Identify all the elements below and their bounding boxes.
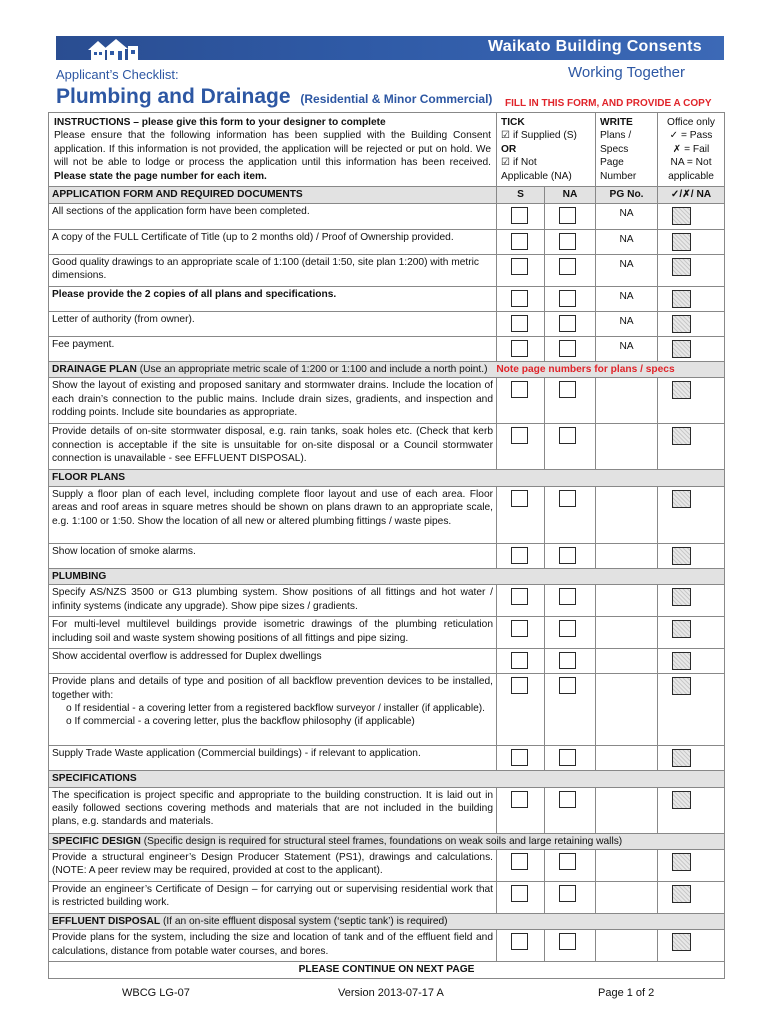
not-applicable-checkbox[interactable] xyxy=(559,933,576,950)
specific-design-note: (Specific design is required for structural steel frames, foundations on weak soils and large retaining walls) xyxy=(143,835,623,847)
tick-legend-not: ☑ if Not xyxy=(501,157,537,169)
col-header-office: ✓/✗/ NA xyxy=(658,187,725,203)
not-applicable-checkbox[interactable] xyxy=(559,588,576,605)
not-applicable-checkbox[interactable] xyxy=(559,207,576,224)
row-text: Fee payment. xyxy=(49,336,497,361)
supplied-checkbox[interactable] xyxy=(511,290,528,307)
continue-row xyxy=(49,962,725,978)
row-text: Show the layout of existing and proposed sanitary and stormwater drains. Include the location of each drain’s connection to the public mains. Include drain sizes, gradients, and inspection and rodding points. Include site boundaries as appropriate. xyxy=(49,378,497,424)
office-only-box xyxy=(672,933,691,951)
table-row xyxy=(49,229,725,254)
page-number-cell[interactable]: NA xyxy=(596,311,658,336)
office-only-box xyxy=(672,381,691,399)
continue-note: PLEASE CONTINUE ON NEXT PAGE xyxy=(49,962,725,978)
form-version: Version 2013-07-17 A xyxy=(338,987,444,999)
house-logo-icon xyxy=(84,36,142,62)
page-number-cell[interactable] xyxy=(596,649,658,674)
not-applicable-checkbox[interactable] xyxy=(559,547,576,564)
page-number-cell[interactable]: NA xyxy=(596,229,658,254)
tick-legend-title: TICK xyxy=(501,117,525,128)
row-text: Show location of smoke alarms. xyxy=(49,543,497,568)
supplied-checkbox[interactable] xyxy=(511,340,528,357)
row-text: The specification is project specific and appropriate to the building construction. It is laid out in easily followed sections covering methods and materials that are not included in the building plans, e.g. standards and materials. xyxy=(49,787,497,833)
table-row xyxy=(49,336,725,361)
table-row xyxy=(49,424,725,470)
fill-note: FILL IN THIS FORM, AND PROVIDE A COPY xyxy=(505,98,712,109)
section-row-plumbing xyxy=(49,568,725,584)
section-row-floor-plans xyxy=(49,470,725,486)
office-legend-fail: ✗ = Fail xyxy=(672,143,710,155)
page-number-cell[interactable] xyxy=(596,585,658,617)
page-number-cell[interactable] xyxy=(596,617,658,649)
section-heading-drainage: DRAINAGE PLAN xyxy=(52,363,137,375)
table-row xyxy=(49,286,725,311)
page-title: Plumbing and Drainage (Residential & Minor Commercial) xyxy=(56,85,493,108)
not-applicable-checkbox[interactable] xyxy=(559,791,576,808)
table-row xyxy=(49,486,725,543)
supplied-checkbox[interactable] xyxy=(511,258,528,275)
office-only-box xyxy=(672,652,691,670)
office-only-box xyxy=(672,853,691,871)
office-only-box xyxy=(672,677,691,695)
write-legend-title: WRITE xyxy=(600,117,633,128)
row-subitem-residential: o If residential - a covering letter from a registered backflow surveyor / installer (if applicable). xyxy=(66,702,485,714)
org-name: Waikato Building Consents xyxy=(487,38,702,55)
instructions-heading: INSTRUCTIONS – please give this form to your designer to complete xyxy=(54,117,386,128)
row-text: Provide plans and details of type and position of all backflow prevention devices to be installed, together with: xyxy=(52,676,493,701)
page-number-cell[interactable] xyxy=(596,543,658,568)
table-row xyxy=(49,930,725,962)
section-heading-specific-design: SPECIFIC DESIGN xyxy=(52,835,141,847)
not-applicable-checkbox[interactable] xyxy=(559,620,576,637)
supplied-checkbox[interactable] xyxy=(511,315,528,332)
not-applicable-checkbox[interactable] xyxy=(559,749,576,766)
office-only-box xyxy=(672,547,691,565)
supplied-checkbox[interactable] xyxy=(511,853,528,870)
table-row xyxy=(49,649,725,674)
section-heading-floor-plans: FLOOR PLANS xyxy=(49,470,725,486)
table-row xyxy=(49,585,725,617)
office-only-box xyxy=(672,620,691,638)
tick-legend-na: Applicable (NA) xyxy=(501,170,572,182)
instructions-emphasis: Please state the page number for each item. xyxy=(54,170,267,182)
page-number-cell[interactable] xyxy=(596,787,658,833)
page-number-cell[interactable] xyxy=(596,378,658,424)
row-text: Provide an engineer’s Certificate of Design – for carrying out or supervising residential work that is restricted building work. xyxy=(49,881,497,913)
table-row xyxy=(49,746,725,771)
checklist-table xyxy=(48,112,725,979)
supplied-checkbox[interactable] xyxy=(511,381,528,398)
title-note: (Residential & Minor Commercial) xyxy=(300,92,493,106)
office-only-box xyxy=(672,588,691,606)
supplied-checkbox[interactable] xyxy=(511,933,528,950)
row-text: Specify AS/NZS 3500 or G13 plumbing system. Show positions of all fittings and hot water / infinity systems (indicate any upgrade). Show pipe sizes / gradients. xyxy=(49,585,497,617)
not-applicable-checkbox[interactable] xyxy=(559,290,576,307)
supplied-checkbox[interactable] xyxy=(511,427,528,444)
office-only-box xyxy=(672,340,691,358)
effluent-note: (If an on-site effluent disposal system (‘septic tank’) is required) xyxy=(162,915,448,927)
page-number-cell[interactable] xyxy=(596,849,658,881)
table-row xyxy=(49,881,725,913)
page-number-cell[interactable] xyxy=(596,486,658,543)
office-legend-pass: ✓ = Pass xyxy=(669,130,713,142)
office-only-box xyxy=(672,290,691,308)
section-heading-application: APPLICATION FORM AND REQUIRED DOCUMENTS xyxy=(49,187,497,203)
write-legend-l1: Plans / xyxy=(600,130,632,142)
tick-legend-supplied: ☑ if Supplied (S) xyxy=(501,130,577,142)
page-number-cell[interactable]: NA xyxy=(596,254,658,286)
section-heading-effluent: EFFLUENT DISPOSAL xyxy=(52,915,161,927)
not-applicable-checkbox[interactable] xyxy=(559,381,576,398)
col-header-pg: PG No. xyxy=(596,187,658,203)
col-header-na: NA xyxy=(545,187,596,203)
not-applicable-checkbox[interactable] xyxy=(559,853,576,870)
supplied-checkbox[interactable] xyxy=(511,207,528,224)
not-applicable-checkbox[interactable] xyxy=(559,315,576,332)
not-applicable-checkbox[interactable] xyxy=(559,652,576,669)
drainage-note: (Use an appropriate metric scale of 1:200 or 1:100 and include a north point.) xyxy=(139,363,488,375)
row-text: A copy of the FULL Certificate of Title (up to 2 months old) / Proof of Ownership provided. xyxy=(49,229,497,254)
office-legend-title: Office only xyxy=(667,117,715,128)
table-row xyxy=(49,787,725,833)
table-row xyxy=(49,674,725,746)
row-text: Provide a structural engineer’s Design Producer Statement (PS1), drawings and calculations. (NOTE: A peer review may be required, provided at cost to the applicant). xyxy=(49,849,497,881)
supplied-checkbox[interactable] xyxy=(511,588,528,605)
supplied-checkbox[interactable] xyxy=(511,652,528,669)
row-text: All sections of the application form have been completed. xyxy=(49,203,497,229)
page-number-cell[interactable] xyxy=(596,930,658,962)
row-text: Provide plans for the system, including the size and location of tank and of the effluent field and calculations, distance from potable water courses, and bores. xyxy=(49,930,497,962)
section-row-drainage xyxy=(49,361,725,377)
not-applicable-checkbox[interactable] xyxy=(559,885,576,902)
not-applicable-checkbox[interactable] xyxy=(559,677,576,694)
office-only-box xyxy=(672,490,691,508)
office-only-box xyxy=(672,315,691,333)
office-only-box xyxy=(672,233,691,251)
write-legend-l3: Page xyxy=(600,157,624,169)
not-applicable-checkbox[interactable] xyxy=(559,427,576,444)
row-text: Provide details of on-site stormwater disposal, e.g. rain tanks, soak holes etc. (Check that kerb connection is acceptable if the site is unsuitable for on-site disposal or a Council stormwater connection is unavailable - see EFFLUENT DISPOSAL). xyxy=(49,424,497,470)
write-legend-l4: Number xyxy=(600,170,637,182)
office-legend-na: NA = Not xyxy=(670,157,712,169)
supplied-checkbox[interactable] xyxy=(511,233,528,250)
not-applicable-checkbox[interactable] xyxy=(559,340,576,357)
page-number-cell[interactable] xyxy=(596,424,658,470)
office-only-box xyxy=(672,791,691,809)
tick-legend-or: OR xyxy=(501,143,517,155)
row-text: For multi-level multilevel buildings provide isometric drawings of the plumbing reticulation including soil and waste system showing positions of all fittings and pipe sizing. xyxy=(49,617,497,649)
row-text: Please provide the 2 copies of all plans and specifications. xyxy=(49,286,497,311)
checklist-subtitle: Applicant’s Checklist: xyxy=(56,67,179,82)
page-number-cell[interactable] xyxy=(596,746,658,771)
supplied-checkbox[interactable] xyxy=(511,547,528,564)
supplied-checkbox[interactable] xyxy=(511,620,528,637)
section-row-specifications xyxy=(49,771,725,787)
row-text: Letter of authority (from owner). xyxy=(49,311,497,336)
table-row xyxy=(49,311,725,336)
col-header-s: S xyxy=(497,187,545,203)
table-row xyxy=(49,254,725,286)
page-number-cell[interactable] xyxy=(596,881,658,913)
table-row xyxy=(49,617,725,649)
instructions-row xyxy=(49,113,725,187)
section-heading-specifications: SPECIFICATIONS xyxy=(49,771,725,787)
row-text: Show accidental overflow is addressed for Duplex dwellings xyxy=(49,649,497,674)
row-text: Supply a floor plan of each level, including complete floor layout and use of each area. Floor areas and roof areas in square metres should be shown on plans drawn to an appropriate scale, e.g. 1:100 or 1:50. Show the location of all new or altered plumbing fittings / waste pipes. xyxy=(49,486,497,543)
row-subitem-commercial: o If commercial - a covering letter, plus the backflow philosophy (if applicable) xyxy=(66,716,415,728)
tagline: Working Together xyxy=(568,64,686,81)
page-number-note: Note page numbers for plans / specs xyxy=(496,363,675,375)
office-only-box xyxy=(672,258,691,276)
instructions-body: Please ensure that the following information has been supplied with the Building Consent application. If this information is not provided, the application will be rejected or put on hold. We will not be able to lodge or process the application until this information has been received. xyxy=(54,130,491,169)
form-code: WBCG LG-07 xyxy=(122,987,190,999)
supplied-checkbox[interactable] xyxy=(511,677,528,694)
page-number-cell[interactable] xyxy=(596,674,658,746)
not-applicable-checkbox[interactable] xyxy=(559,258,576,275)
not-applicable-checkbox[interactable] xyxy=(559,233,576,250)
supplied-checkbox[interactable] xyxy=(511,885,528,902)
row-text: Supply Trade Waste application (Commercial buildings) - if relevant to application. xyxy=(49,746,497,771)
page-number: Page 1 of 2 xyxy=(598,987,655,999)
write-legend-l2: Specs xyxy=(600,143,629,155)
row-text: Good quality drawings to an appropriate scale of 1:100 (detail 1:50, site plan 1:200) with metric dimensions. xyxy=(49,254,497,286)
not-applicable-checkbox[interactable] xyxy=(559,490,576,507)
section-row-specific-design xyxy=(49,833,725,849)
page-number-cell[interactable]: NA xyxy=(596,203,658,229)
office-only-box xyxy=(672,207,691,225)
section-heading-plumbing: PLUMBING xyxy=(49,568,725,584)
column-header-row xyxy=(49,187,725,203)
supplied-checkbox[interactable] xyxy=(511,791,528,808)
table-row xyxy=(49,203,725,229)
table-row xyxy=(49,378,725,424)
office-only-box xyxy=(672,427,691,445)
office-legend-na2: applicable xyxy=(668,170,714,182)
supplied-checkbox[interactable] xyxy=(511,490,528,507)
office-only-box xyxy=(672,749,691,767)
supplied-checkbox[interactable] xyxy=(511,749,528,766)
table-row xyxy=(49,543,725,568)
page-number-cell[interactable]: NA xyxy=(596,336,658,361)
table-row xyxy=(49,849,725,881)
section-row-effluent xyxy=(49,913,725,929)
page-number-cell[interactable]: NA xyxy=(596,286,658,311)
office-only-box xyxy=(672,885,691,903)
